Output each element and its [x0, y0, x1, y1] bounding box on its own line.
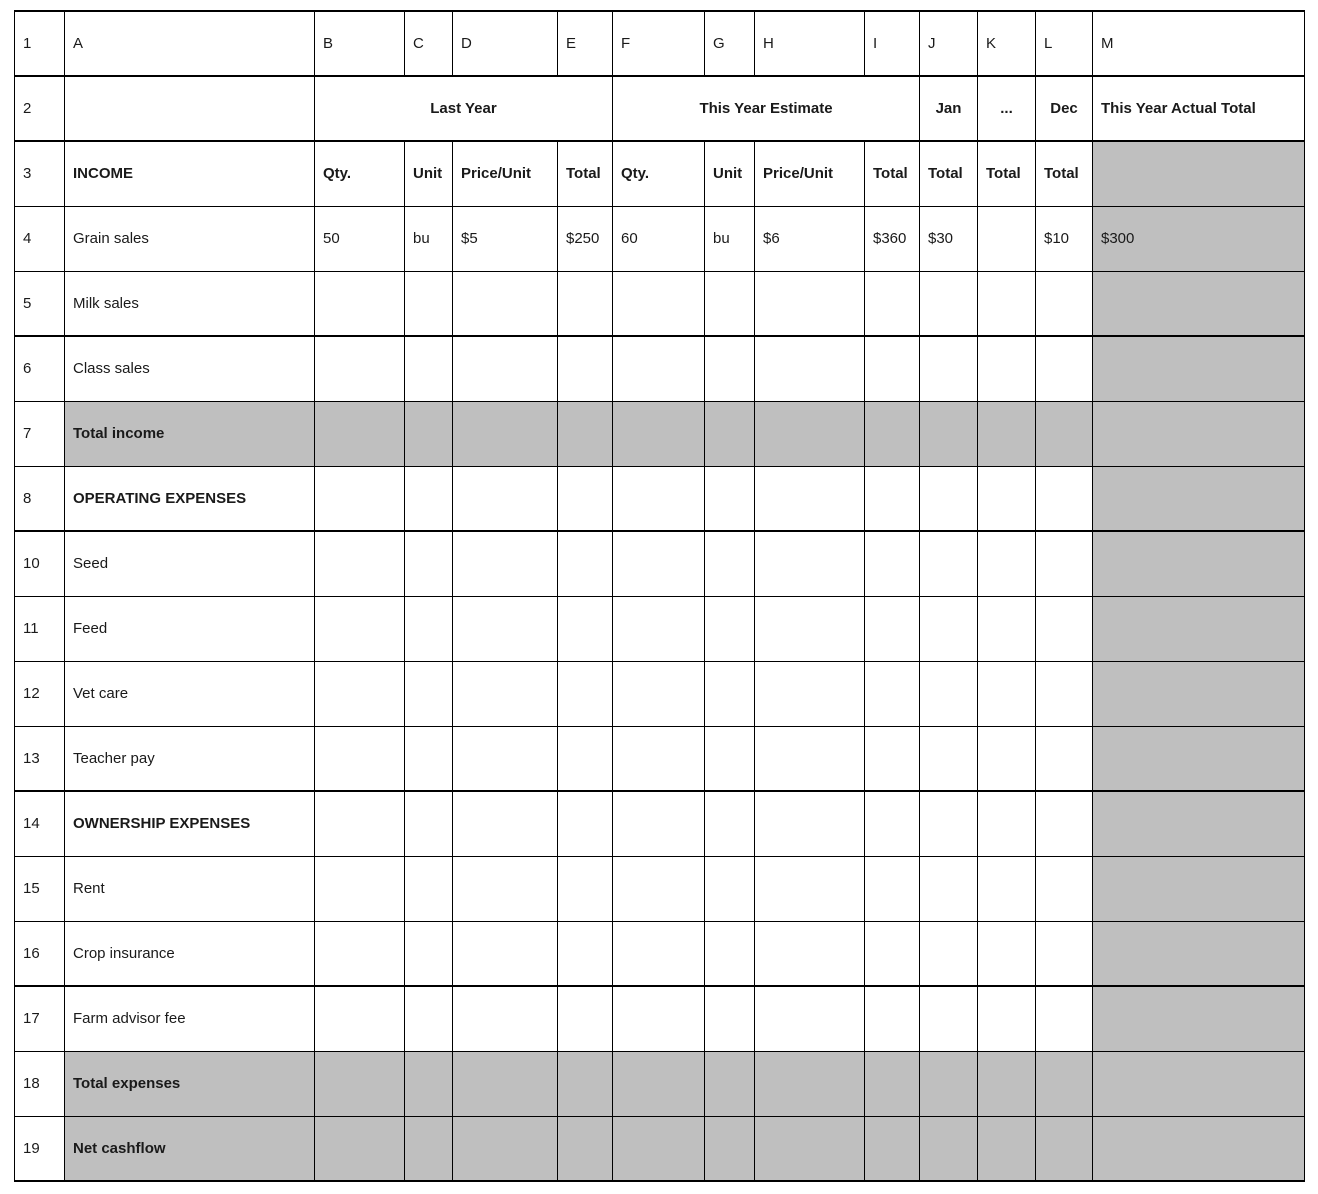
cell-I12[interactable] — [865, 661, 920, 726]
cell-L10[interactable] — [1036, 531, 1093, 596]
cell-L6[interactable] — [1036, 336, 1093, 401]
cell-K16[interactable] — [978, 921, 1036, 986]
cell-B17[interactable] — [315, 986, 405, 1051]
row-number-13: 13 — [15, 726, 65, 791]
cell-a2[interactable] — [65, 76, 315, 141]
column-header-M[interactable]: M — [1093, 11, 1305, 76]
group-header-ellipsis[interactable]: ... — [978, 76, 1036, 141]
cell-L4[interactable]: $10 — [1036, 206, 1093, 271]
cell-L11[interactable] — [1036, 596, 1093, 661]
table-row[interactable] — [15, 401, 1305, 466]
cell-E19[interactable] — [558, 1116, 613, 1181]
cell-I11[interactable] — [865, 596, 920, 661]
row-number-11: 11 — [15, 596, 65, 661]
cell-G7[interactable] — [705, 401, 755, 466]
row-number-15: 15 — [15, 856, 65, 921]
section-header-income[interactable]: INCOME — [65, 141, 315, 206]
cell-G15[interactable] — [705, 856, 755, 921]
cell-E7[interactable] — [558, 401, 613, 466]
cell-K19[interactable] — [978, 1116, 1036, 1181]
cell-C14[interactable] — [405, 791, 453, 856]
table-row[interactable] — [15, 661, 1305, 726]
cell-D11[interactable] — [453, 596, 558, 661]
cell-C11[interactable] — [405, 596, 453, 661]
cell-K6[interactable] — [978, 336, 1036, 401]
row-label-8[interactable]: OPERATING EXPENSES — [65, 466, 315, 531]
row-label-13[interactable]: Teacher pay — [65, 726, 315, 791]
cell-E15[interactable] — [558, 856, 613, 921]
cell-F12[interactable] — [613, 661, 705, 726]
cell-I6[interactable] — [865, 336, 920, 401]
cell-D10[interactable] — [453, 531, 558, 596]
row-number-16: 16 — [15, 921, 65, 986]
cell-B10[interactable] — [315, 531, 405, 596]
cell-D12[interactable] — [453, 661, 558, 726]
cell-H7[interactable] — [755, 401, 865, 466]
cell-K8[interactable] — [978, 466, 1036, 531]
cell-E18[interactable] — [558, 1051, 613, 1116]
cell-B18[interactable] — [315, 1051, 405, 1116]
cell-B19[interactable] — [315, 1116, 405, 1181]
cell-F15[interactable] — [613, 856, 705, 921]
cell-E16[interactable] — [558, 921, 613, 986]
cell-G8[interactable] — [705, 466, 755, 531]
cell-L19[interactable] — [1036, 1116, 1093, 1181]
column-header-I[interactable]: I — [865, 11, 920, 76]
cell-H11[interactable] — [755, 596, 865, 661]
cell-K5[interactable] — [978, 271, 1036, 336]
cell-B11[interactable] — [315, 596, 405, 661]
cell-L17[interactable] — [1036, 986, 1093, 1051]
cell-F11[interactable] — [613, 596, 705, 661]
cell-C7[interactable] — [405, 401, 453, 466]
cell-F14[interactable] — [613, 791, 705, 856]
table-row[interactable] — [15, 531, 1305, 596]
cell-F17[interactable] — [613, 986, 705, 1051]
cell-H15[interactable] — [755, 856, 865, 921]
cell-F8[interactable] — [613, 466, 705, 531]
cell-J4[interactable]: $30 — [920, 206, 978, 271]
row-label-7[interactable]: Total income — [65, 401, 315, 466]
row-label-16[interactable]: Crop insurance — [65, 921, 315, 986]
cell-I7[interactable] — [865, 401, 920, 466]
subheader-jan-total[interactable]: Total — [920, 141, 978, 206]
spreadsheet-table[interactable] — [14, 10, 1305, 1182]
subheader-dec-total[interactable]: Total — [1036, 141, 1093, 206]
group-header-dec[interactable]: Dec — [1036, 76, 1093, 141]
cell-J10[interactable] — [920, 531, 978, 596]
row-number-8: 8 — [15, 466, 65, 531]
table-row[interactable] — [15, 726, 1305, 791]
cell-K18[interactable] — [978, 1051, 1036, 1116]
row-label-15[interactable]: Rent — [65, 856, 315, 921]
subheader-this-year-qty[interactable]: Qty. — [613, 141, 705, 206]
cell-H18[interactable] — [755, 1051, 865, 1116]
cell-M11[interactable] — [1093, 596, 1305, 661]
cell-L13[interactable] — [1036, 726, 1093, 791]
cell-F13[interactable] — [613, 726, 705, 791]
table-row[interactable] — [15, 336, 1305, 401]
cell-B12[interactable] — [315, 661, 405, 726]
table-row[interactable] — [15, 271, 1305, 336]
cell-E8[interactable] — [558, 466, 613, 531]
column-header-L[interactable]: L — [1036, 11, 1093, 76]
cell-J13[interactable] — [920, 726, 978, 791]
table-row[interactable] — [15, 596, 1305, 661]
subheader-last-year-unit[interactable]: Unit — [405, 141, 453, 206]
cell-F19[interactable] — [613, 1116, 705, 1181]
cell-J12[interactable] — [920, 661, 978, 726]
cell-C10[interactable] — [405, 531, 453, 596]
cell-C15[interactable] — [405, 856, 453, 921]
cell-D17[interactable] — [453, 986, 558, 1051]
cell-F16[interactable] — [613, 921, 705, 986]
cell-C16[interactable] — [405, 921, 453, 986]
row-label-11[interactable]: Feed — [65, 596, 315, 661]
row-label-10[interactable]: Seed — [65, 531, 315, 596]
cell-M19[interactable] — [1093, 1116, 1305, 1181]
column-header-B[interactable]: B — [315, 11, 405, 76]
cell-M16[interactable] — [1093, 921, 1305, 986]
cell-G6[interactable] — [705, 336, 755, 401]
cell-H17[interactable] — [755, 986, 865, 1051]
table-row[interactable] — [15, 921, 1305, 986]
row-label-4[interactable]: Grain sales — [65, 206, 315, 271]
subheader-this-year-total[interactable]: Total — [865, 141, 920, 206]
cell-L8[interactable] — [1036, 466, 1093, 531]
cell-E4[interactable]: $250 — [558, 206, 613, 271]
cell-I13[interactable] — [865, 726, 920, 791]
cell-L12[interactable] — [1036, 661, 1093, 726]
cell-B16[interactable] — [315, 921, 405, 986]
row-label-12[interactable]: Vet care — [65, 661, 315, 726]
cell-E12[interactable] — [558, 661, 613, 726]
cell-J8[interactable] — [920, 466, 978, 531]
row-number-10: 10 — [15, 531, 65, 596]
cell-G14[interactable] — [705, 791, 755, 856]
column-header-E[interactable]: E — [558, 11, 613, 76]
cell-M6[interactable] — [1093, 336, 1305, 401]
cell-I18[interactable] — [865, 1051, 920, 1116]
table-row[interactable] — [15, 1051, 1305, 1116]
cell-M14[interactable] — [1093, 791, 1305, 856]
table-row[interactable] — [15, 206, 1305, 271]
cell-B13[interactable] — [315, 726, 405, 791]
row-label-6[interactable]: Class sales — [65, 336, 315, 401]
group-header-this-year-estimate[interactable]: This Year Estimate — [613, 76, 920, 141]
cell-K4[interactable] — [978, 206, 1036, 271]
cell-H8[interactable] — [755, 466, 865, 531]
cell-M12[interactable] — [1093, 661, 1305, 726]
table-row[interactable] — [15, 791, 1305, 856]
cell-I8[interactable] — [865, 466, 920, 531]
subheader-this-year-price-unit[interactable]: Price/Unit — [755, 141, 865, 206]
cell-H19[interactable] — [755, 1116, 865, 1181]
cell-I16[interactable] — [865, 921, 920, 986]
cell-M7[interactable] — [1093, 401, 1305, 466]
row-number-19: 19 — [15, 1116, 65, 1181]
cell-D14[interactable] — [453, 791, 558, 856]
row-number-6: 6 — [15, 336, 65, 401]
column-header-K[interactable]: K — [978, 11, 1036, 76]
cell-I5[interactable] — [865, 271, 920, 336]
column-header-F[interactable]: F — [613, 11, 705, 76]
cell-L15[interactable] — [1036, 856, 1093, 921]
cell-G16[interactable] — [705, 921, 755, 986]
cell-K11[interactable] — [978, 596, 1036, 661]
cell-H16[interactable] — [755, 921, 865, 986]
table-row[interactable] — [15, 986, 1305, 1051]
cell-C4[interactable]: bu — [405, 206, 453, 271]
row-number-14: 14 — [15, 791, 65, 856]
row-number-7: 7 — [15, 401, 65, 466]
cell-D8[interactable] — [453, 466, 558, 531]
cell-K12[interactable] — [978, 661, 1036, 726]
cell-C19[interactable] — [405, 1116, 453, 1181]
row-number-18: 18 — [15, 1051, 65, 1116]
cell-D18[interactable] — [453, 1051, 558, 1116]
cell-G17[interactable] — [705, 986, 755, 1051]
cell-J18[interactable] — [920, 1051, 978, 1116]
cell-J14[interactable] — [920, 791, 978, 856]
cell-L16[interactable] — [1036, 921, 1093, 986]
cell-D15[interactable] — [453, 856, 558, 921]
row-number-4: 4 — [15, 206, 65, 271]
cell-D13[interactable] — [453, 726, 558, 791]
cell-K13[interactable] — [978, 726, 1036, 791]
subheader-last-year-price-unit[interactable]: Price/Unit — [453, 141, 558, 206]
subheader-last-year-total[interactable]: Total — [558, 141, 613, 206]
cell-J7[interactable] — [920, 401, 978, 466]
column-header-J[interactable]: J — [920, 11, 978, 76]
cell-M18[interactable] — [1093, 1051, 1305, 1116]
cell-J11[interactable] — [920, 596, 978, 661]
cell-D5[interactable] — [453, 271, 558, 336]
cell-L5[interactable] — [1036, 271, 1093, 336]
cell-E5[interactable] — [558, 271, 613, 336]
cell-K7[interactable] — [978, 401, 1036, 466]
cell-G13[interactable] — [705, 726, 755, 791]
cell-I10[interactable] — [865, 531, 920, 596]
cell-I15[interactable] — [865, 856, 920, 921]
column-header-A[interactable]: A — [65, 11, 315, 76]
row-number-17: 17 — [15, 986, 65, 1051]
row-number-3: 3 — [15, 141, 65, 206]
cell-M17[interactable] — [1093, 986, 1305, 1051]
row-number-1: 1 — [15, 11, 65, 76]
table-row[interactable] — [15, 466, 1305, 531]
cell-L7[interactable] — [1036, 401, 1093, 466]
cell-E10[interactable] — [558, 531, 613, 596]
row-label-14[interactable]: OWNERSHIP EXPENSES — [65, 791, 315, 856]
cell-G19[interactable] — [705, 1116, 755, 1181]
cell-D4[interactable]: $5 — [453, 206, 558, 271]
cell-L14[interactable] — [1036, 791, 1093, 856]
row-label-17[interactable]: Farm advisor fee — [65, 986, 315, 1051]
cell-B14[interactable] — [315, 791, 405, 856]
cell-E11[interactable] — [558, 596, 613, 661]
cell-G10[interactable] — [705, 531, 755, 596]
row-label-18[interactable]: Total expenses — [65, 1051, 315, 1116]
cell-C18[interactable] — [405, 1051, 453, 1116]
cell-J17[interactable] — [920, 986, 978, 1051]
cell-H4[interactable]: $6 — [755, 206, 865, 271]
group-header-row — [15, 76, 1305, 141]
cell-G5[interactable] — [705, 271, 755, 336]
cell-J19[interactable] — [920, 1116, 978, 1181]
cell-C6[interactable] — [405, 336, 453, 401]
cell-D6[interactable] — [453, 336, 558, 401]
column-header-C[interactable]: C — [405, 11, 453, 76]
cell-B4[interactable]: 50 — [315, 206, 405, 271]
cell-C8[interactable] — [405, 466, 453, 531]
cell-I19[interactable] — [865, 1116, 920, 1181]
cell-G11[interactable] — [705, 596, 755, 661]
cell-B7[interactable] — [315, 401, 405, 466]
row-number-5: 5 — [15, 271, 65, 336]
sub-header-row — [15, 141, 1305, 206]
cell-F5[interactable] — [613, 271, 705, 336]
cell-B5[interactable] — [315, 271, 405, 336]
cell-H5[interactable] — [755, 271, 865, 336]
cell-K15[interactable] — [978, 856, 1036, 921]
cell-J15[interactable] — [920, 856, 978, 921]
cell-E17[interactable] — [558, 986, 613, 1051]
cell-K14[interactable] — [978, 791, 1036, 856]
cell-F4[interactable]: 60 — [613, 206, 705, 271]
group-header-last-year[interactable]: Last Year — [315, 76, 613, 141]
row-label-5[interactable]: Milk sales — [65, 271, 315, 336]
cell-M15[interactable] — [1093, 856, 1305, 921]
cell-I17[interactable] — [865, 986, 920, 1051]
cell-H13[interactable] — [755, 726, 865, 791]
cell-H6[interactable] — [755, 336, 865, 401]
cell-E14[interactable] — [558, 791, 613, 856]
column-header-H[interactable]: H — [755, 11, 865, 76]
subheader-k-total[interactable]: Total — [978, 141, 1036, 206]
cell-C17[interactable] — [405, 986, 453, 1051]
row-number-2: 2 — [15, 76, 65, 141]
cell-C12[interactable] — [405, 661, 453, 726]
cell-C5[interactable] — [405, 271, 453, 336]
cell-C13[interactable] — [405, 726, 453, 791]
cell-G12[interactable] — [705, 661, 755, 726]
cell-F7[interactable] — [613, 401, 705, 466]
column-letter-row — [15, 11, 1305, 76]
cell-F6[interactable] — [613, 336, 705, 401]
cell-J5[interactable] — [920, 271, 978, 336]
cell-G4[interactable]: bu — [705, 206, 755, 271]
cell-M4[interactable]: $300 — [1093, 206, 1305, 271]
cell-D19[interactable] — [453, 1116, 558, 1181]
cell-H12[interactable] — [755, 661, 865, 726]
cell-M10[interactable] — [1093, 531, 1305, 596]
cell-B8[interactable] — [315, 466, 405, 531]
cell-H10[interactable] — [755, 531, 865, 596]
cell-E13[interactable] — [558, 726, 613, 791]
cell-G18[interactable] — [705, 1051, 755, 1116]
cell-D7[interactable] — [453, 401, 558, 466]
cell-J6[interactable] — [920, 336, 978, 401]
group-header-jan[interactable]: Jan — [920, 76, 978, 141]
subheader-this-year-unit[interactable]: Unit — [705, 141, 755, 206]
cell-F18[interactable] — [613, 1051, 705, 1116]
cell-I14[interactable] — [865, 791, 920, 856]
cell-B6[interactable] — [315, 336, 405, 401]
table-row[interactable] — [15, 856, 1305, 921]
cell-H14[interactable] — [755, 791, 865, 856]
cell-F10[interactable] — [613, 531, 705, 596]
cell-J16[interactable] — [920, 921, 978, 986]
group-header-this-year-actual-total[interactable]: This Year Actual Total — [1093, 76, 1305, 141]
cell-M13[interactable] — [1093, 726, 1305, 791]
row-number-12: 12 — [15, 661, 65, 726]
cell-m3[interactable] — [1093, 141, 1305, 206]
cell-M8[interactable] — [1093, 466, 1305, 531]
column-header-D[interactable]: D — [453, 11, 558, 76]
table-row[interactable] — [15, 1116, 1305, 1181]
cell-D16[interactable] — [453, 921, 558, 986]
cell-K17[interactable] — [978, 986, 1036, 1051]
subheader-last-year-qty[interactable]: Qty. — [315, 141, 405, 206]
cell-L18[interactable] — [1036, 1051, 1093, 1116]
cell-M5[interactable] — [1093, 271, 1305, 336]
column-header-G[interactable]: G — [705, 11, 755, 76]
cell-K10[interactable] — [978, 531, 1036, 596]
row-label-19[interactable]: Net cashflow — [65, 1116, 315, 1181]
cell-E6[interactable] — [558, 336, 613, 401]
cell-B15[interactable] — [315, 856, 405, 921]
cell-I4[interactable]: $360 — [865, 206, 920, 271]
